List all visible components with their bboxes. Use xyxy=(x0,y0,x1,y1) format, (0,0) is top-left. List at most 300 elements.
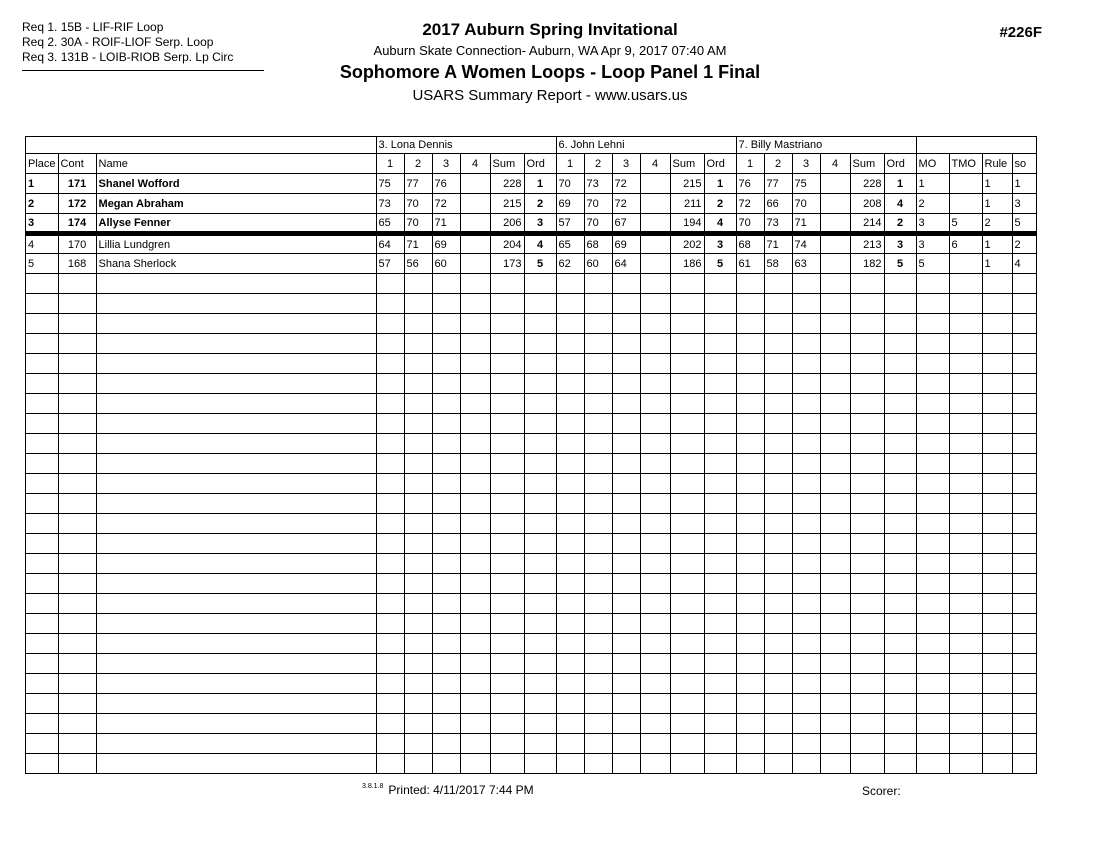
empty-cell xyxy=(612,454,640,474)
judge3-score-4 xyxy=(820,254,850,274)
empty-cell xyxy=(490,734,524,754)
judge3-score-1: 68 xyxy=(736,234,764,254)
empty-cell xyxy=(884,434,916,454)
empty-cell xyxy=(612,334,640,354)
empty-cell xyxy=(432,534,460,554)
empty-cell xyxy=(850,474,884,494)
empty-cell xyxy=(612,474,640,494)
empty-cell xyxy=(949,554,982,574)
empty-cell xyxy=(490,534,524,554)
empty-cell xyxy=(1012,514,1036,534)
empty-cell xyxy=(1012,594,1036,614)
empty-row xyxy=(26,454,1037,474)
empty-cell xyxy=(982,554,1012,574)
judge1-score-3: 69 xyxy=(432,234,460,254)
empty-cell xyxy=(376,474,404,494)
judge2-score-3: 69 xyxy=(612,234,640,254)
empty-cell xyxy=(376,514,404,534)
empty-cell xyxy=(96,574,376,594)
printed-timestamp: Printed: 4/11/2017 7:44 PM xyxy=(388,783,534,797)
empty-cell xyxy=(460,314,490,334)
empty-cell xyxy=(556,534,584,554)
judge3-score-2: 58 xyxy=(764,254,792,274)
empty-cell xyxy=(820,554,850,574)
empty-cell xyxy=(612,394,640,414)
contestant-number-cell: 170 xyxy=(58,234,96,254)
judge3-sum-cell: 182 xyxy=(850,254,884,274)
empty-cell xyxy=(490,634,524,654)
empty-cell xyxy=(640,394,670,414)
empty-cell xyxy=(792,594,820,614)
empty-cell xyxy=(1012,574,1036,594)
column-header-judge2-ord: Ord xyxy=(704,154,736,174)
contestant-number-cell: 168 xyxy=(58,254,96,274)
venue-date-line: Auburn Skate Connection- Auburn, WA Apr 9, 2017 07:40 AM xyxy=(373,43,727,58)
empty-cell xyxy=(404,374,432,394)
contestant-number-cell: 171 xyxy=(58,174,96,194)
empty-cell xyxy=(850,294,884,314)
empty-cell xyxy=(982,294,1012,314)
judge2-score-4 xyxy=(640,174,670,194)
empty-cell xyxy=(670,654,704,674)
empty-cell xyxy=(376,414,404,434)
empty-cell xyxy=(884,274,916,294)
empty-cell xyxy=(764,754,792,774)
judge1-score-1: 65 xyxy=(376,214,404,234)
judge2-score-3: 72 xyxy=(612,174,640,194)
empty-cell xyxy=(736,534,764,554)
empty-cell xyxy=(556,714,584,734)
empty-cell xyxy=(1012,714,1036,734)
empty-cell xyxy=(884,334,916,354)
empty-cell xyxy=(792,574,820,594)
empty-cell xyxy=(524,714,556,734)
empty-cell xyxy=(26,554,59,574)
judge2-sum-cell: 194 xyxy=(670,214,704,234)
judge2-ordinal-cell: 1 xyxy=(704,174,736,194)
empty-cell xyxy=(460,414,490,434)
empty-cell xyxy=(58,474,96,494)
empty-cell xyxy=(404,494,432,514)
empty-cell xyxy=(524,314,556,334)
judge3-score-2: 77 xyxy=(764,174,792,194)
empty-cell xyxy=(96,274,376,294)
empty-cell xyxy=(764,414,792,434)
empty-cell xyxy=(916,314,949,334)
empty-cell xyxy=(96,534,376,554)
empty-cell xyxy=(460,354,490,374)
empty-cell xyxy=(490,674,524,694)
empty-cell xyxy=(376,694,404,714)
empty-cell xyxy=(376,294,404,314)
empty-cell xyxy=(949,714,982,734)
empty-cell xyxy=(949,654,982,674)
empty-cell xyxy=(670,294,704,314)
empty-cell xyxy=(460,474,490,494)
empty-cell xyxy=(612,674,640,694)
empty-cell xyxy=(404,754,432,774)
empty-row xyxy=(26,414,1037,434)
empty-cell xyxy=(376,714,404,734)
empty-cell xyxy=(736,294,764,314)
judge3-score-3: 71 xyxy=(792,214,820,234)
empty-cell xyxy=(640,554,670,574)
judge2-score-2: 70 xyxy=(584,214,612,234)
empty-cell xyxy=(490,314,524,334)
empty-cell xyxy=(490,274,524,294)
empty-cell xyxy=(670,634,704,654)
empty-cell xyxy=(524,754,556,774)
empty-cell xyxy=(460,674,490,694)
empty-cell xyxy=(524,474,556,494)
empty-cell xyxy=(556,694,584,714)
judge3-score-2: 71 xyxy=(764,234,792,254)
column-header-judge1-1: 1 xyxy=(376,154,404,174)
empty-cell xyxy=(490,414,524,434)
empty-cell xyxy=(404,314,432,334)
empty-cell xyxy=(460,754,490,774)
judge1-sum-cell: 228 xyxy=(490,174,524,194)
empty-cell xyxy=(949,394,982,414)
empty-cell xyxy=(916,374,949,394)
empty-cell xyxy=(982,594,1012,614)
empty-cell xyxy=(432,614,460,634)
empty-cell xyxy=(26,354,59,374)
empty-cell xyxy=(884,394,916,414)
empty-cell xyxy=(612,274,640,294)
empty-cell xyxy=(404,454,432,474)
empty-cell xyxy=(556,514,584,534)
judge2-sum-cell: 186 xyxy=(670,254,704,274)
empty-cell xyxy=(792,694,820,714)
empty-cell xyxy=(949,334,982,354)
empty-cell xyxy=(884,694,916,714)
empty-cell xyxy=(820,314,850,334)
empty-cell xyxy=(982,434,1012,454)
empty-cell xyxy=(96,694,376,714)
judge1-sum-cell: 206 xyxy=(490,214,524,234)
empty-row xyxy=(26,274,1037,294)
empty-cell xyxy=(96,474,376,494)
judge2-score-2: 60 xyxy=(584,254,612,274)
empty-cell xyxy=(432,554,460,574)
empty-cell xyxy=(884,494,916,514)
empty-cell xyxy=(982,714,1012,734)
empty-cell xyxy=(792,294,820,314)
empty-cell xyxy=(460,614,490,634)
empty-cell xyxy=(792,754,820,774)
empty-cell xyxy=(640,334,670,354)
judge-header-spacer-left xyxy=(26,137,377,154)
empty-cell xyxy=(704,554,736,574)
empty-cell xyxy=(820,614,850,634)
empty-cell xyxy=(96,454,376,474)
empty-cell xyxy=(736,514,764,534)
empty-row xyxy=(26,314,1037,334)
judge1-score-4 xyxy=(460,254,490,274)
empty-cell xyxy=(820,734,850,754)
empty-cell xyxy=(792,674,820,694)
empty-cell xyxy=(764,454,792,474)
empty-cell xyxy=(850,414,884,434)
empty-cell xyxy=(916,674,949,694)
empty-cell xyxy=(432,374,460,394)
empty-cell xyxy=(949,294,982,314)
empty-cell xyxy=(556,474,584,494)
empty-cell xyxy=(736,274,764,294)
empty-cell xyxy=(26,594,59,614)
empty-cell xyxy=(640,274,670,294)
report-type-line: USARS Summary Report - www.usars.us xyxy=(412,87,688,104)
judge1-ordinal-cell: 3 xyxy=(524,214,556,234)
empty-cell xyxy=(820,754,850,774)
empty-cell xyxy=(1012,634,1036,654)
empty-cell xyxy=(432,694,460,714)
empty-cell xyxy=(26,634,59,654)
skater-name-cell: Shana Sherlock xyxy=(96,254,376,274)
rule-cell: 1 xyxy=(982,194,1012,214)
empty-cell xyxy=(612,594,640,614)
empty-cell xyxy=(850,554,884,574)
majority-ordinal-cell: 3 xyxy=(916,234,949,254)
empty-cell xyxy=(26,614,59,634)
empty-cell xyxy=(884,534,916,554)
empty-cell xyxy=(916,434,949,454)
empty-cell xyxy=(96,494,376,514)
empty-cell xyxy=(982,614,1012,634)
empty-cell xyxy=(460,374,490,394)
empty-cell xyxy=(524,594,556,614)
empty-cell xyxy=(376,434,404,454)
empty-cell xyxy=(556,294,584,314)
skater-name-cell: Lillia Lundgren xyxy=(96,234,376,254)
empty-cell xyxy=(820,574,850,594)
empty-cell xyxy=(916,754,949,774)
empty-cell xyxy=(820,274,850,294)
empty-cell xyxy=(916,594,949,614)
empty-cell xyxy=(820,354,850,374)
judge3-ordinal-cell: 5 xyxy=(884,254,916,274)
empty-cell xyxy=(704,754,736,774)
empty-cell xyxy=(982,694,1012,714)
empty-cell xyxy=(96,294,376,314)
empty-cell xyxy=(982,454,1012,474)
empty-cell xyxy=(1012,614,1036,634)
empty-cell xyxy=(404,654,432,674)
empty-cell xyxy=(850,434,884,454)
empty-cell xyxy=(26,694,59,714)
judge2-ordinal-cell: 3 xyxy=(704,234,736,254)
empty-cell xyxy=(584,734,612,754)
judge1-score-1: 64 xyxy=(376,234,404,254)
empty-cell xyxy=(916,334,949,354)
empty-cell xyxy=(26,574,59,594)
empty-cell xyxy=(736,434,764,454)
empty-cell xyxy=(26,754,59,774)
empty-cell xyxy=(916,474,949,494)
judge1-ordinal-cell: 1 xyxy=(524,174,556,194)
empty-cell xyxy=(58,354,96,374)
empty-cell xyxy=(949,494,982,514)
empty-cell xyxy=(736,654,764,674)
empty-cell xyxy=(982,674,1012,694)
judge1-sum-cell: 204 xyxy=(490,234,524,254)
empty-cell xyxy=(584,534,612,554)
empty-cell xyxy=(884,314,916,334)
empty-cell xyxy=(524,354,556,374)
empty-cell xyxy=(376,394,404,414)
empty-cell xyxy=(404,274,432,294)
empty-cell xyxy=(640,734,670,754)
empty-cell xyxy=(820,394,850,414)
column-header-judge1-4: 4 xyxy=(460,154,490,174)
empty-cell xyxy=(432,594,460,614)
empty-cell xyxy=(584,374,612,394)
judge2-sum-cell: 211 xyxy=(670,194,704,214)
empty-cell xyxy=(982,654,1012,674)
empty-cell xyxy=(1012,674,1036,694)
judge-name-2: 6. John Lehni xyxy=(556,137,736,154)
empty-cell xyxy=(764,334,792,354)
empty-cell xyxy=(884,594,916,614)
empty-cell xyxy=(432,494,460,514)
empty-cell xyxy=(460,434,490,454)
empty-cell xyxy=(850,534,884,554)
empty-cell xyxy=(704,694,736,714)
empty-cell xyxy=(58,734,96,754)
empty-cell xyxy=(584,674,612,694)
empty-cell xyxy=(884,714,916,734)
empty-cell xyxy=(949,314,982,334)
empty-cell xyxy=(704,514,736,534)
empty-cell xyxy=(26,374,59,394)
empty-cell xyxy=(376,754,404,774)
empty-cell xyxy=(850,494,884,514)
empty-cell xyxy=(764,554,792,574)
empty-cell xyxy=(584,274,612,294)
empty-cell xyxy=(432,674,460,694)
judge1-score-3: 60 xyxy=(432,254,460,274)
empty-cell xyxy=(404,634,432,654)
empty-cell xyxy=(764,574,792,594)
empty-cell xyxy=(58,454,96,474)
empty-cell xyxy=(460,534,490,554)
empty-cell xyxy=(404,734,432,754)
empty-cell xyxy=(949,614,982,634)
empty-cell xyxy=(524,554,556,574)
judge1-sum-cell: 173 xyxy=(490,254,524,274)
empty-cell xyxy=(704,534,736,554)
empty-cell xyxy=(432,314,460,334)
empty-cell xyxy=(704,634,736,654)
result-row-place-5 xyxy=(26,254,1037,274)
empty-cell xyxy=(58,434,96,454)
empty-cell xyxy=(58,374,96,394)
empty-cell xyxy=(736,734,764,754)
empty-cell xyxy=(670,554,704,574)
empty-cell xyxy=(850,614,884,634)
empty-cell xyxy=(640,754,670,774)
empty-cell xyxy=(704,294,736,314)
empty-cell xyxy=(792,394,820,414)
empty-cell xyxy=(916,274,949,294)
empty-cell xyxy=(612,414,640,434)
judge2-sum-cell: 215 xyxy=(670,174,704,194)
empty-cell xyxy=(736,394,764,414)
empty-cell xyxy=(670,354,704,374)
empty-cell xyxy=(376,274,404,294)
empty-cell xyxy=(764,394,792,414)
empty-cell xyxy=(640,514,670,534)
empty-cell xyxy=(524,374,556,394)
empty-row xyxy=(26,514,1037,534)
empty-cell xyxy=(704,334,736,354)
empty-cell xyxy=(764,594,792,614)
empty-cell xyxy=(1012,654,1036,674)
empty-cell xyxy=(1012,334,1036,354)
empty-cell xyxy=(524,574,556,594)
empty-cell xyxy=(432,714,460,734)
empty-cell xyxy=(736,694,764,714)
empty-cell xyxy=(792,494,820,514)
empty-cell xyxy=(736,414,764,434)
empty-cell xyxy=(404,614,432,634)
empty-cell xyxy=(1012,354,1036,374)
empty-cell xyxy=(404,414,432,434)
empty-cell xyxy=(612,754,640,774)
empty-cell xyxy=(850,734,884,754)
empty-cell xyxy=(850,574,884,594)
column-header-cont: Cont xyxy=(58,154,96,174)
judge3-score-3: 74 xyxy=(792,234,820,254)
column-header-mo: MO xyxy=(916,154,949,174)
empty-cell xyxy=(584,294,612,314)
empty-cell xyxy=(884,754,916,774)
empty-row xyxy=(26,754,1037,774)
empty-cell xyxy=(916,654,949,674)
empty-cell xyxy=(584,494,612,514)
empty-cell xyxy=(460,734,490,754)
empty-cell xyxy=(820,674,850,694)
empty-cell xyxy=(850,714,884,734)
empty-cell xyxy=(916,634,949,654)
empty-cell xyxy=(884,574,916,594)
empty-cell xyxy=(556,334,584,354)
empty-cell xyxy=(704,714,736,734)
rule-cell: 2 xyxy=(982,214,1012,234)
empty-row xyxy=(26,594,1037,614)
empty-cell xyxy=(556,494,584,514)
empty-cell xyxy=(58,494,96,514)
column-header-judge2-3: 3 xyxy=(612,154,640,174)
empty-cell xyxy=(670,614,704,634)
empty-cell xyxy=(376,654,404,674)
empty-cell xyxy=(792,414,820,434)
empty-cell xyxy=(524,634,556,654)
column-header-judge1-ord: Ord xyxy=(524,154,556,174)
empty-cell xyxy=(96,594,376,614)
empty-row xyxy=(26,294,1037,314)
empty-cell xyxy=(58,294,96,314)
judge2-ordinal-cell: 4 xyxy=(704,214,736,234)
skater-name-cell: Megan Abraham xyxy=(96,194,376,214)
empty-cell xyxy=(704,574,736,594)
empty-cell xyxy=(1012,394,1036,414)
empty-row xyxy=(26,354,1037,374)
empty-cell xyxy=(96,314,376,334)
empty-cell xyxy=(490,294,524,314)
empty-cell xyxy=(949,354,982,374)
